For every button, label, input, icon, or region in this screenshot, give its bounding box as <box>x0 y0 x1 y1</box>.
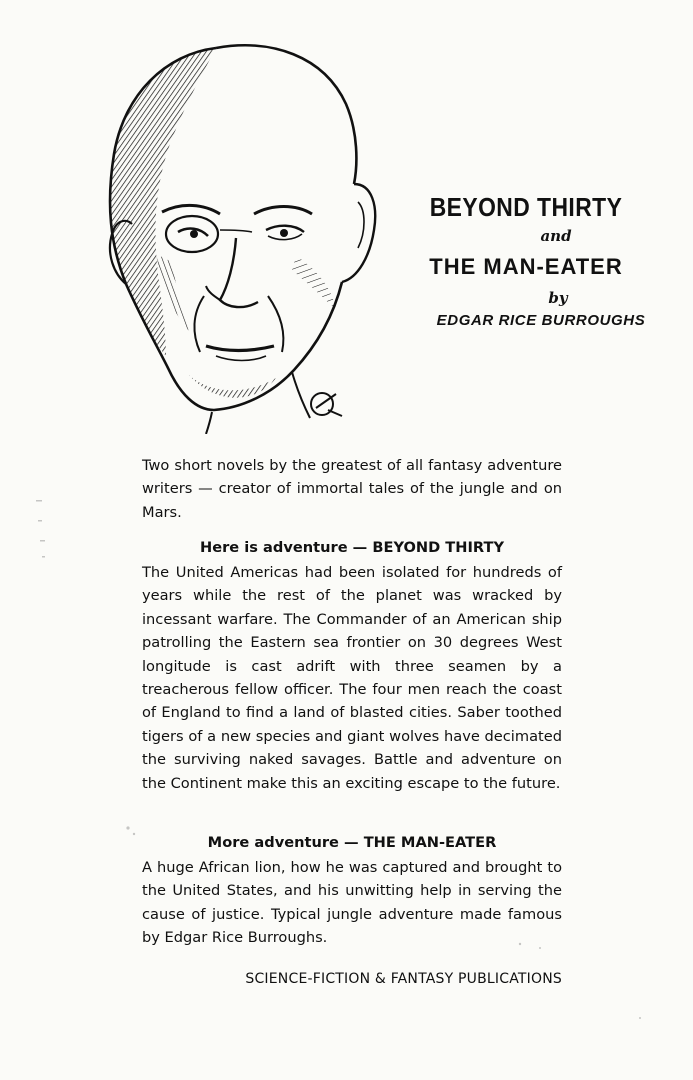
title-by: by <box>548 289 568 307</box>
title-man-eater: THE MAN-EATER <box>429 254 623 279</box>
title-block <box>388 190 664 332</box>
author-portrait <box>96 34 398 434</box>
author-name: EDGAR RICE BURROUGHS <box>436 312 646 329</box>
publisher-name: SCIENCE-FICTION & FANTASY PUBLICATIONS <box>245 971 562 987</box>
section-paragraph-man-eater: A huge African lion, how he was captured and brought to the United States, and his unwitting help in serving the cause of justice. Typical jungle adventure made famous by Edgar Rice Burroughs. <box>142 859 562 947</box>
title-beyond-thirty: BEYOND THIRTY <box>429 192 623 222</box>
section-paragraph-beyond-thirty: The United Americas had been isolated for hundreds of years while the rest of the planet was wracked by incessant warfare. The Commander of an American ship patrolling the Eastern sea frontier on 30 degrees West longitude is cast adrift with three seamen by a treacherous fellow officer. The four men reach the coast of England to find a land of blasted cities. Saber toothed tigers of a new species and giant wolves have decimated the surviving naked savages. Battle and adventure on the Continent make this an exciting escape to the future. <box>142 564 562 792</box>
intro-paragraph: Two short novels by the greatest of all fantasy adventure writers — creator of immortal tales of the jungle and on Mars. <box>142 457 562 521</box>
title-conjunction: and <box>540 227 572 245</box>
section-heading-man-eater: More adventure — THE MAN-EATER <box>207 834 497 851</box>
section-heading-beyond-thirty: Here is adventure — BEYOND THIRTY <box>199 539 505 556</box>
